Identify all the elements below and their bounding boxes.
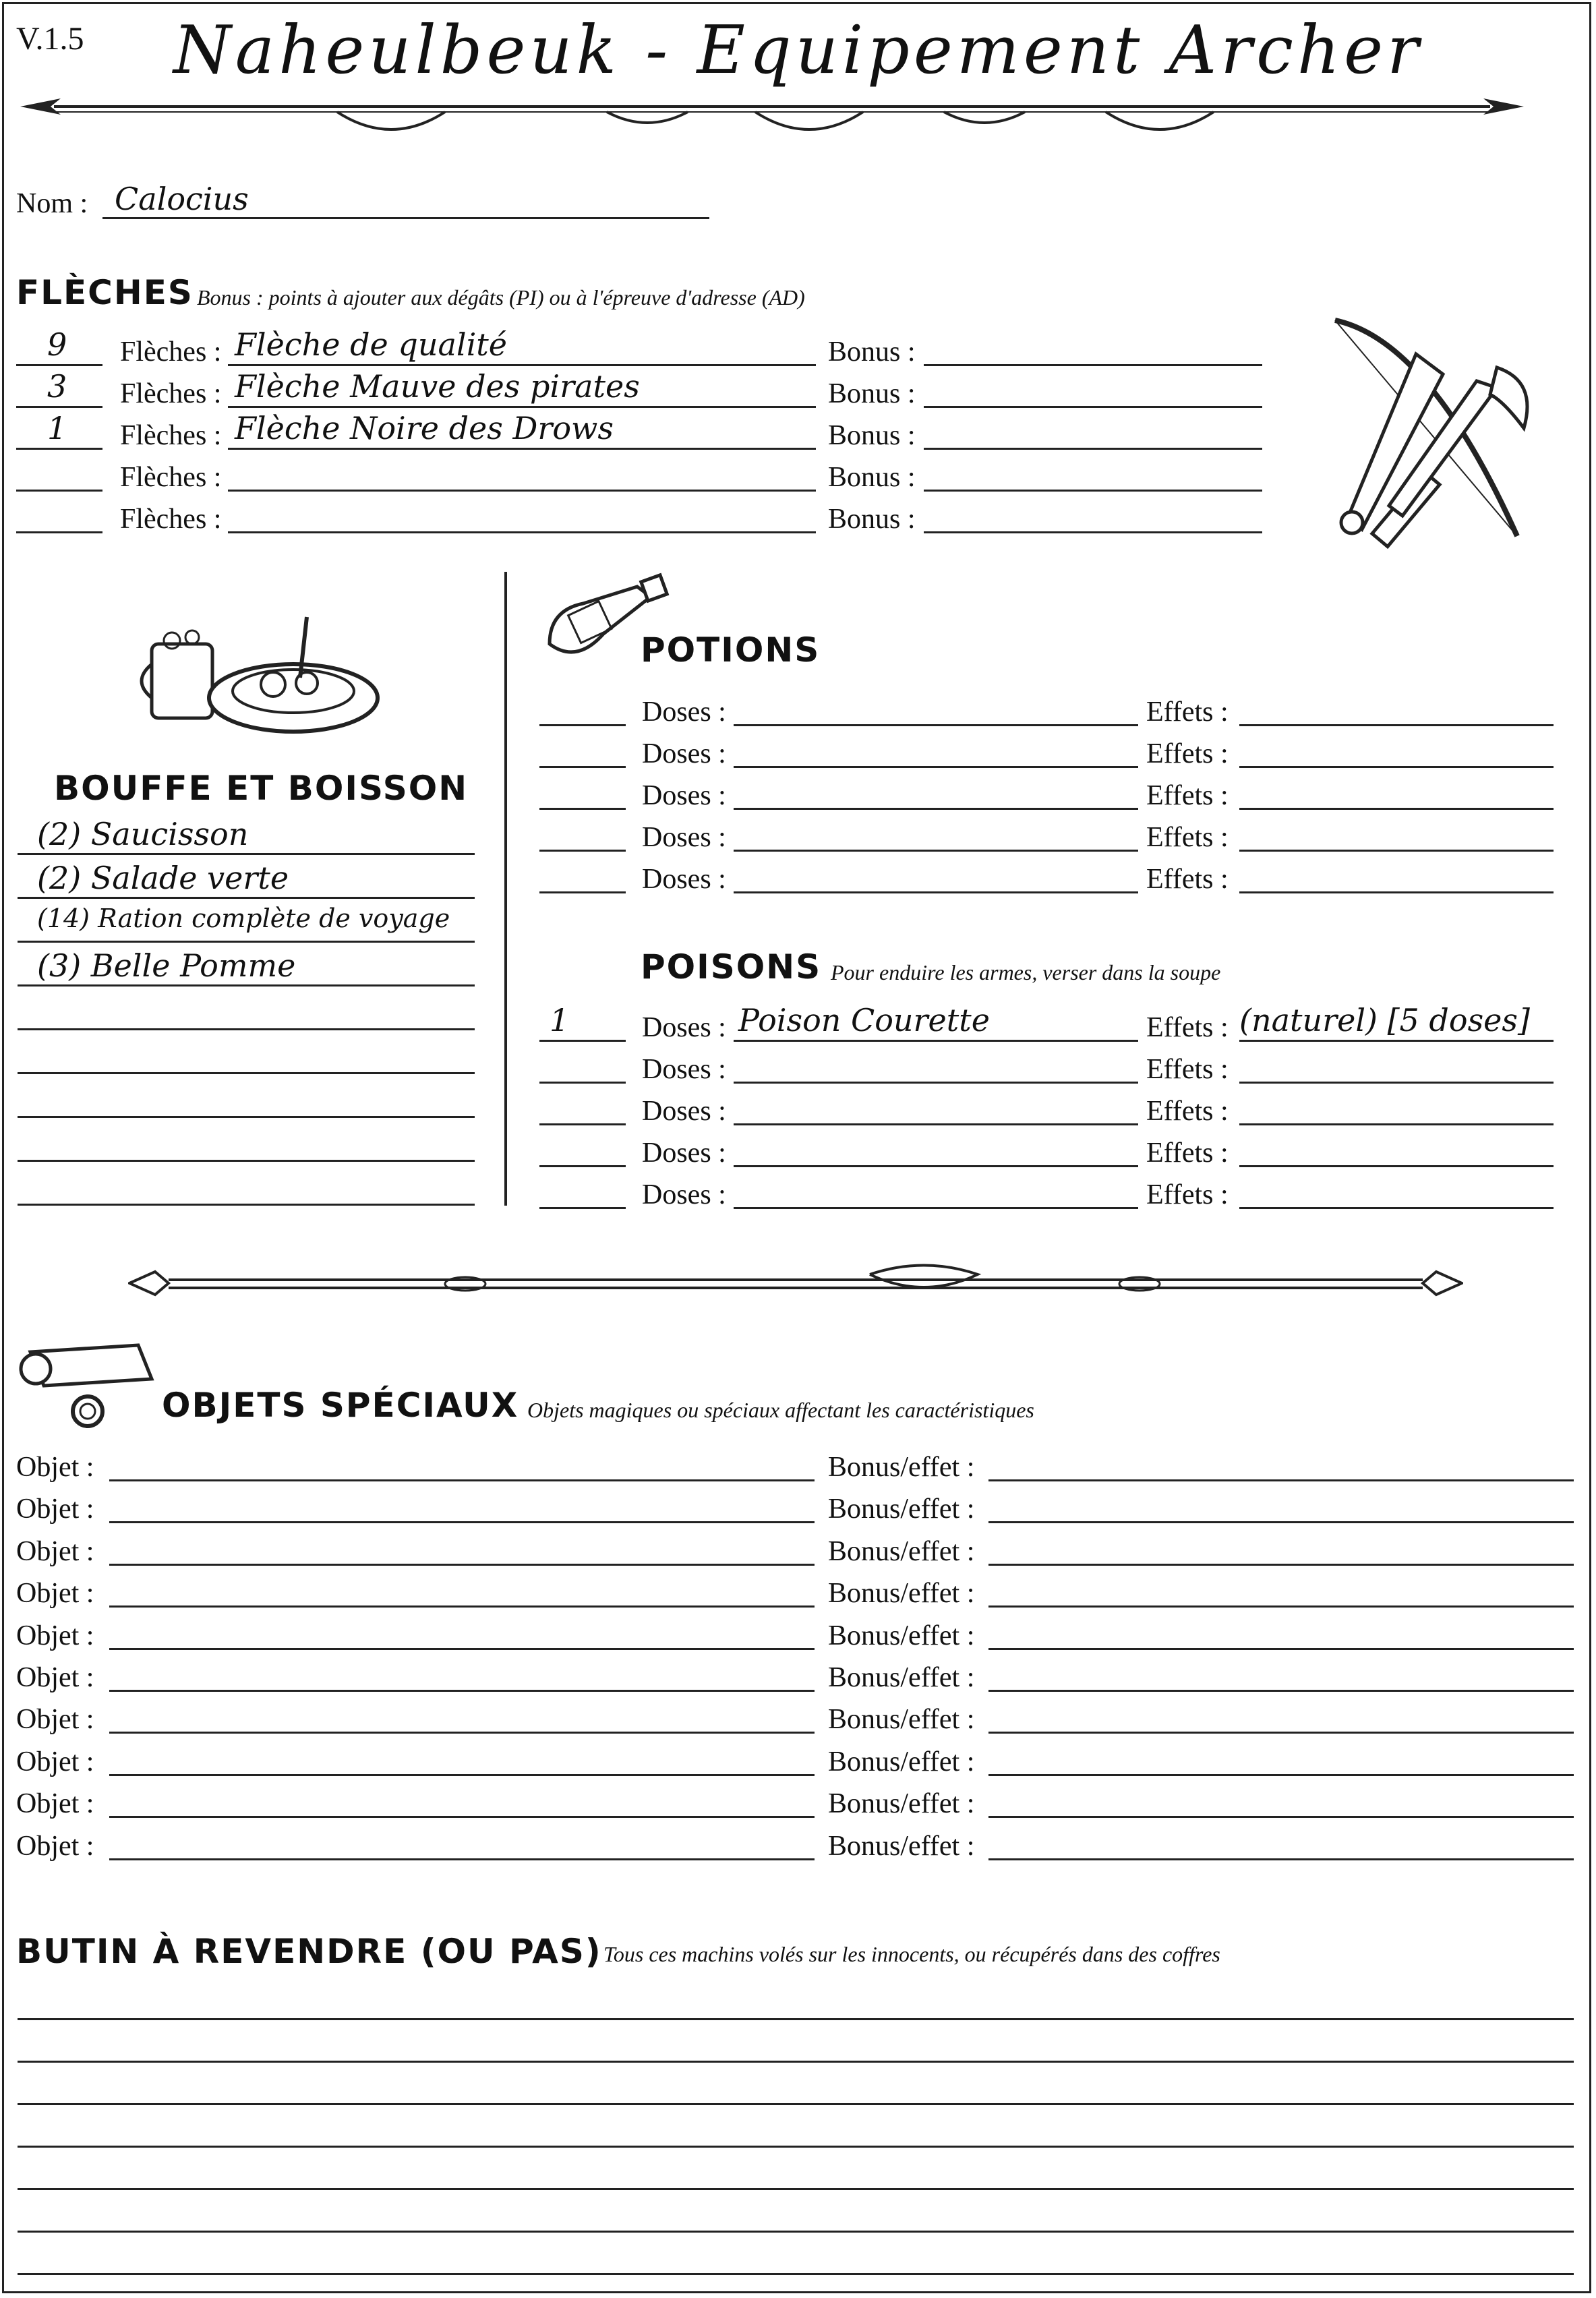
objet-bonus-line[interactable] <box>988 1816 1574 1818</box>
bouffe-title: BOUFFE ET BOISSON <box>54 769 469 808</box>
scroll-ring-icon <box>17 1332 158 1433</box>
objets-subtitle: Objets magiques ou spéciaux affectant les caractéristiques <box>527 1398 1034 1422</box>
objet-bonus-label: Bonus/effet : <box>828 1494 975 1525</box>
fleche-bonus-label: Bonus : <box>828 336 916 367</box>
objet-bonus-line[interactable] <box>988 1732 1574 1734</box>
potions-effets-label: Effets : <box>1146 738 1229 769</box>
objet-bonus-label: Bonus/effet : <box>828 1536 975 1567</box>
potions-doses-label: Doses : <box>642 864 726 895</box>
poisons-count-line[interactable] <box>539 1207 626 1209</box>
poisons-count-line[interactable] <box>539 1082 626 1084</box>
objet-bonus-line[interactable] <box>988 1774 1574 1776</box>
nom-value[interactable]: Calocius <box>115 181 249 217</box>
potions-doses-label: Doses : <box>642 697 726 728</box>
fleche-label: Flèches : <box>120 504 222 535</box>
page-title: Naheulbeuk - Equipement Archer <box>173 12 1423 89</box>
butin-line[interactable] <box>18 2061 1574 2063</box>
fleche-bonus-line[interactable] <box>924 531 1262 533</box>
objet-bonus-line[interactable] <box>988 1479 1574 1481</box>
bouffe-item-line[interactable] <box>18 941 475 943</box>
objet-label: Objet : <box>16 1788 94 1819</box>
fleches-subtitle: Bonus : points à ajouter aux dégâts (PI) ou à l'épreuve d'adresse (AD) <box>197 285 805 310</box>
objet-bonus-line[interactable] <box>988 1690 1574 1692</box>
bouffe-item-line[interactable] <box>18 1204 475 1206</box>
objet-label: Objet : <box>16 1662 94 1693</box>
bouffe-item-line[interactable] <box>18 853 475 855</box>
fleche-count[interactable]: 3 <box>47 368 67 405</box>
potions-effets-label: Effets : <box>1146 864 1229 895</box>
poisons-doses-label: Doses : <box>642 1012 726 1043</box>
poisons-name-line[interactable] <box>734 1207 1138 1209</box>
objet-name-line[interactable] <box>109 1564 815 1566</box>
bouffe-item[interactable]: (14) Ration complète de voyage <box>37 904 450 933</box>
poisons-effets-line[interactable] <box>1239 1165 1554 1167</box>
objet-label: Objet : <box>16 1494 94 1525</box>
poisons-name-line[interactable] <box>734 1165 1138 1167</box>
potions-title: POTIONS <box>641 630 821 670</box>
potions-effets-line[interactable] <box>1239 808 1554 810</box>
fleche-bonus-label: Bonus : <box>828 420 916 451</box>
objet-name-line[interactable] <box>109 1605 815 1608</box>
poisons-count-line[interactable] <box>539 1040 626 1042</box>
food-plate-icon <box>138 603 381 738</box>
butin-line[interactable] <box>18 2273 1574 2275</box>
butin-title: BUTIN À REVENDRE (OU PAS) <box>16 1932 602 1971</box>
fleche-name-line[interactable] <box>228 531 816 533</box>
nom-label: Nom : <box>16 188 88 219</box>
poisons-effets-line[interactable] <box>1239 1123 1554 1125</box>
fleche-name-line[interactable] <box>228 448 816 450</box>
objet-label: Objet : <box>16 1578 94 1609</box>
fleche-label: Flèches : <box>120 336 222 367</box>
butin-subtitle: Tous ces machins volés sur les innocents, ou récupérés dans des coffres <box>603 1942 1220 1966</box>
potions-count-line[interactable] <box>539 891 626 893</box>
fleche-count[interactable]: 9 <box>47 326 67 363</box>
objet-name-line[interactable] <box>109 1648 815 1650</box>
bouffe-item-line[interactable] <box>18 1072 475 1074</box>
potions-name-line[interactable] <box>734 850 1138 852</box>
poisons-count-line[interactable] <box>539 1165 626 1167</box>
potions-effets-line[interactable] <box>1239 850 1554 852</box>
potions-name-line[interactable] <box>734 766 1138 768</box>
fleche-count-line[interactable] <box>16 364 102 366</box>
potions-effets-line[interactable] <box>1239 766 1554 768</box>
objet-bonus-label: Bonus/effet : <box>828 1662 975 1693</box>
arrow-divider-icon <box>13 86 1531 147</box>
objet-bonus-line[interactable] <box>988 1564 1574 1566</box>
potions-doses-label: Doses : <box>642 822 726 853</box>
objet-bonus-label: Bonus/effet : <box>828 1578 975 1609</box>
bouffe-item-line[interactable] <box>18 897 475 899</box>
bouffe-item[interactable]: (2) Salade verte <box>37 860 289 896</box>
objet-label: Objet : <box>16 1536 94 1567</box>
poisons-doses-label: Doses : <box>642 1179 726 1210</box>
poisons-subtitle: Pour enduire les armes, verser dans la soupe <box>831 960 1221 984</box>
potions-doses-label: Doses : <box>642 738 726 769</box>
objet-bonus-line[interactable] <box>988 1648 1574 1650</box>
objet-label: Objet : <box>16 1620 94 1651</box>
potions-count-line[interactable] <box>539 808 626 810</box>
fleche-bonus-line[interactable] <box>924 448 1262 450</box>
objet-bonus-line[interactable] <box>988 1605 1574 1608</box>
potions-count-line[interactable] <box>539 766 626 768</box>
potions-effets-label: Effets : <box>1146 780 1229 811</box>
fleche-name[interactable]: Flèche Mauve des pirates <box>235 368 640 405</box>
potions-effets-label: Effets : <box>1146 697 1229 728</box>
objet-name-line[interactable] <box>109 1732 815 1734</box>
poisons-effets[interactable]: (naturel) [5 doses] <box>1239 1002 1530 1038</box>
objet-name-line[interactable] <box>109 1690 815 1692</box>
poisons-effets-label: Effets : <box>1146 1012 1229 1043</box>
objet-label: Objet : <box>16 1704 94 1735</box>
objet-bonus-line[interactable] <box>988 1858 1574 1860</box>
fleche-name-line[interactable] <box>228 364 816 366</box>
butin-line[interactable] <box>18 2231 1574 2233</box>
crossed-weapons-icon <box>1322 314 1564 556</box>
poisons-name-line[interactable] <box>734 1082 1138 1084</box>
bouffe-item[interactable]: (3) Belle Pomme <box>37 947 296 984</box>
bouffe-item-line[interactable] <box>18 984 475 986</box>
objet-label: Objet : <box>16 1831 94 1862</box>
potions-doses-label: Doses : <box>642 780 726 811</box>
poisons-effets-line[interactable] <box>1239 1040 1554 1042</box>
butin-line[interactable] <box>18 2018 1574 2020</box>
fleche-count-line[interactable] <box>16 490 102 492</box>
poisons-effets-label: Effets : <box>1146 1054 1229 1085</box>
fleche-bonus-line[interactable] <box>924 406 1262 408</box>
fleche-bonus-line[interactable] <box>924 364 1262 366</box>
poisons-name[interactable]: Poison Courette <box>738 1002 990 1038</box>
fleche-bonus-label: Bonus : <box>828 378 916 409</box>
objet-name-line[interactable] <box>109 1479 815 1481</box>
version-label: V.1.5 <box>16 21 84 57</box>
objets-title: OBJETS SPÉCIAUX <box>162 1386 519 1425</box>
objet-bonus-label: Bonus/effet : <box>828 1788 975 1819</box>
fleche-label: Flèches : <box>120 378 222 409</box>
fleche-count-line[interactable] <box>16 531 102 533</box>
column-divider <box>504 572 507 1206</box>
poisons-effets-line[interactable] <box>1239 1207 1554 1209</box>
bouffe-item[interactable]: (2) Saucisson <box>37 816 249 852</box>
fleche-name-line[interactable] <box>228 406 816 408</box>
potions-effets-label: Effets : <box>1146 822 1229 853</box>
objet-name-line[interactable] <box>109 1858 815 1860</box>
butin-line[interactable] <box>18 2188 1574 2190</box>
potions-effets-line[interactable] <box>1239 891 1554 893</box>
potions-effets-line[interactable] <box>1239 724 1554 726</box>
poisons-doses-label: Doses : <box>642 1096 726 1127</box>
poisons-count[interactable]: 1 <box>550 1002 570 1038</box>
poisons-doses-label: Doses : <box>642 1138 726 1169</box>
poisons-effets-label: Effets : <box>1146 1096 1229 1127</box>
objet-bonus-label: Bonus/effet : <box>828 1704 975 1735</box>
poisons-title: POISONS <box>641 947 822 986</box>
fleche-bonus-label: Bonus : <box>828 462 916 493</box>
fleche-count[interactable]: 1 <box>47 410 67 446</box>
potions-count-line[interactable] <box>539 724 626 726</box>
bouffe-item-line[interactable] <box>18 1160 475 1162</box>
fleche-bonus-label: Bonus : <box>828 504 916 535</box>
objet-name-line[interactable] <box>109 1521 815 1523</box>
objet-bonus-label: Bonus/effet : <box>828 1452 975 1483</box>
potions-name-line[interactable] <box>734 891 1138 893</box>
poisons-doses-label: Doses : <box>642 1054 726 1085</box>
fleche-name-line[interactable] <box>228 490 816 492</box>
poisons-name-line[interactable] <box>734 1123 1138 1125</box>
poisons-effets-label: Effets : <box>1146 1179 1229 1210</box>
potions-count-line[interactable] <box>539 850 626 852</box>
objet-bonus-label: Bonus/effet : <box>828 1746 975 1777</box>
potions-name-line[interactable] <box>734 808 1138 810</box>
fleche-count-line[interactable] <box>16 406 102 408</box>
butin-line[interactable] <box>18 2146 1574 2148</box>
poisons-name-line[interactable] <box>734 1040 1138 1042</box>
potions-name-line[interactable] <box>734 724 1138 726</box>
fleche-bonus-line[interactable] <box>924 490 1262 492</box>
objet-label: Objet : <box>16 1746 94 1777</box>
butin-line[interactable] <box>18 2103 1574 2105</box>
fleche-label: Flèches : <box>120 462 222 493</box>
objet-bonus-label: Bonus/effet : <box>828 1620 975 1651</box>
objet-name-line[interactable] <box>109 1774 815 1776</box>
staff-divider-icon <box>128 1260 1463 1307</box>
poisons-effets-label: Effets : <box>1146 1138 1229 1169</box>
bouffe-item-line[interactable] <box>18 1116 475 1118</box>
fleche-label: Flèches : <box>120 420 222 451</box>
poisons-effets-line[interactable] <box>1239 1082 1554 1084</box>
objet-bonus-line[interactable] <box>988 1521 1574 1523</box>
fleche-count-line[interactable] <box>16 448 102 450</box>
fleche-name[interactable]: Flèche Noire des Drows <box>235 410 614 446</box>
bouffe-item-line[interactable] <box>18 1028 475 1030</box>
nom-input-line[interactable] <box>102 217 709 219</box>
objet-name-line[interactable] <box>109 1816 815 1818</box>
objet-bonus-label: Bonus/effet : <box>828 1831 975 1862</box>
objet-label: Objet : <box>16 1452 94 1483</box>
fleche-name[interactable]: Flèche de qualité <box>235 326 508 363</box>
fleches-title: FLÈCHES <box>16 273 194 312</box>
poisons-count-line[interactable] <box>539 1123 626 1125</box>
